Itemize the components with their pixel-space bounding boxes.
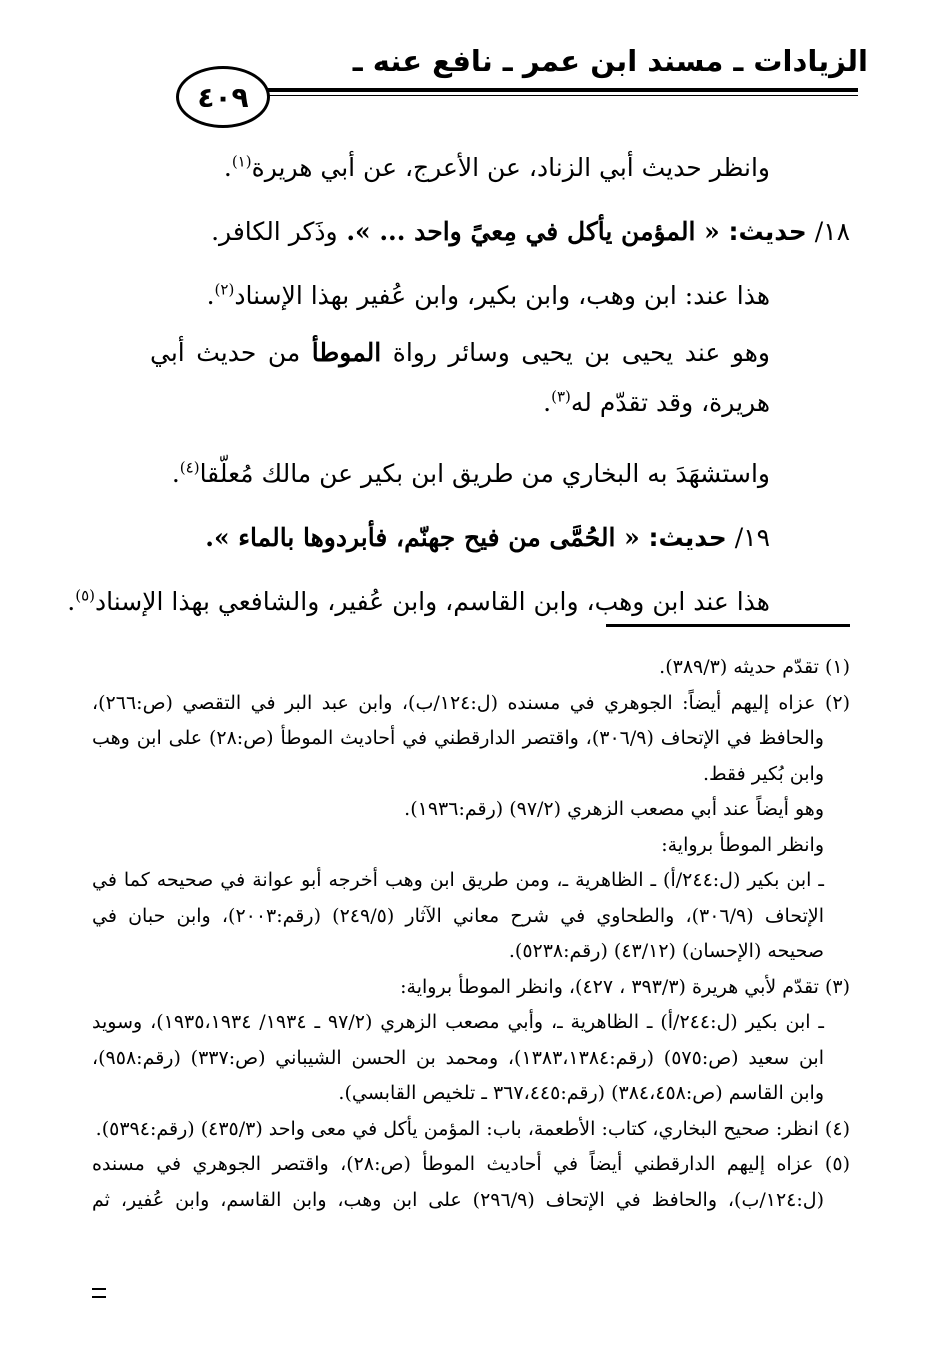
footnote-ref-5: (٥) [75, 586, 96, 605]
footnote-ref-3: (٣) [551, 387, 571, 406]
footnote-5-line-2: (ل:١٢٤/ب)، والحافظ في الإتحاف (٢٩٦/٩) على ابن وهب، وابن القاسم، وابن عُفير، ثم [92, 1188, 825, 1211]
footnote-2-line-8: صحيحه (الإحسان) (٤٣/١٢) (رقم:٥٢٣٨). [508, 940, 824, 962]
running-header: الزيادات ـ مسند ابن عمر ـ نافع عنه ـ [352, 44, 868, 78]
header-rule-thin [178, 95, 858, 96]
footnote-2-line-4: وهو أيضاً عند أبي مصعب الزهري (٩٧/٢) (رقم:١٩٣٦). [404, 798, 824, 820]
hadith-label: حديث: [648, 523, 727, 552]
paragraph-narrators-18: هذا عند: ابن وهب، وابن بكير، وابن عُفير بهذا الإسناد$^{(٢)}$. [206, 280, 770, 310]
hadith-19 [150, 506, 850, 570]
main-text [67, 136, 850, 634]
footnote-ref-1: (١) [231, 152, 252, 171]
footnote-ref-2: (٢) [214, 280, 235, 299]
continuation-mark [92, 1288, 106, 1298]
hadith-text: « الحُمَّى من فيح جهنّم، فأبردوها بالماء ». [205, 523, 649, 552]
footnote-4: (٤) انظر: صحيح البخاري، كتاب: الأطعمة، باب: المؤمن يأكل في معى واحد (٤٣٥/٣) (رقم:٥٣٩٤). [95, 1117, 850, 1140]
footnote-ref-4: (٤) [179, 458, 200, 477]
hadith-number: ١٩/ [726, 523, 770, 552]
hadith-text: « المؤمن يأكل في مِعيً واحد ... ». [337, 217, 729, 246]
footnote-3-line-1: (٣) تقدّم لأبي هريرة (٣٩٣/٣ ، ٤٢٧)، وانظر الموطأ برواية: [400, 975, 850, 998]
footnote-2-line-6: ـ ابن بكير (ل:٢٤٤/أ) ـ الظاهرية ـ، ومن طريق ابن وهب أخرجه أبو عوانة في صحيحه كما في [92, 869, 824, 891]
footnote-3-line-2: ـ ابن بكير (ل:٢٤٤/أ) ـ الظاهرية ـ، وأبي مصعب الزهري (٩٧/٢ ـ ١٩٣٤/ ١٩٣٥،١٩٣٤)، وسويد [92, 1011, 824, 1033]
footnote-2-line-3: وابن بُكير فقط. [702, 762, 824, 785]
footnote-2-line-5: وانظر الموطأ برواية: [661, 833, 824, 856]
header-rule [178, 88, 858, 92]
hadith-label: حديث: [728, 217, 807, 246]
footnote-2-line-2: والحافظ في الإتحاف (٣٠٦/٩)، واقتصر الدارقطني في أحاديث الموطأ (ص:٢٨) على ابن وهب [92, 727, 824, 749]
footnote-2-line-1: (٢) عزاه إليهم أيضاً: الجوهري في مسنده (ل:١٢٤/ب)، وابن عبد البر في التقصي (ص:٢٦٦)، [92, 691, 850, 714]
paragraph-abu-zinad: وانظر حديث أبي الزناد، عن الأعرج، عن أبي هريرة$^{(١)}$. [223, 152, 770, 182]
footnote-1: (١) تقدّم حديثه (٣٨٩/٣). [659, 656, 850, 678]
hadith-number: ١٨/ [806, 217, 850, 246]
paragraph-bukhari: واستشهَدَ به البخاري من طريق ابن بكير عن مالك مُعلّقا$^{(٤)}$. [171, 458, 770, 488]
paragraph-muwatta: وهو عند يحيى بن يحيى وسائر رواة الموطأ من حديث أبي هريرة، وقد تقدّم له$^{(٣)}$. [150, 338, 771, 417]
footnote-2-line-7: الإتحاف (٣٠٦/٩)، والطحاوي في شرح معاني الآثار (٢٤٩/٥) (رقم:٢٠٠٣)، وابن حبان في [92, 904, 824, 927]
hadith-18: ١٨/ حديث: « المؤمن يأكل في مِعيً واحد ... ». وذَكر الكافر. [211, 217, 850, 246]
page-number: ٤٠٩ [176, 66, 270, 128]
footnote-3-line-4: وابن القاسم (ص:٣٨٤،٤٥٨) (رقم:٣٦٧،٤٤٥ ـ تلخيص القابسي). [338, 1082, 824, 1104]
footnote-5-line-1: (٥) عزاه إليهم الدارقطني أيضاً في أحاديث الموطأ (ص:٢٨)، واقتصر الجوهري في مسنده [92, 1153, 850, 1175]
footnote-3-line-3: ابن سعيد (ص:٥٧٥) (رقم:١٣٨٣،١٣٨٤)، ومحمد بن الحسن الشيباني (ص:٣٣٧) (رقم:٩٥٨)، [92, 1046, 825, 1069]
paragraph-narrators-19: هذا عند ابن وهب، وابن القاسم، وابن عُفير، والشافعي بهذا الإسناد$^{(٥)}$. [67, 586, 770, 616]
footnote-separator [606, 624, 850, 627]
footnotes [92, 650, 850, 1218]
